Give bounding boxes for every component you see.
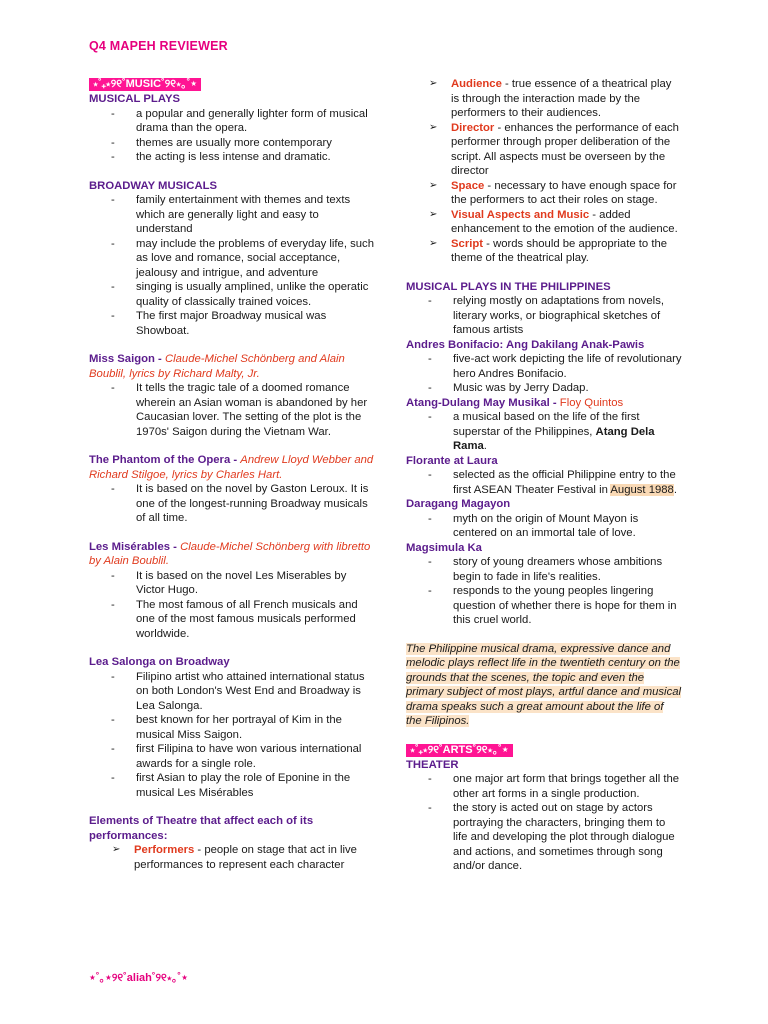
element-desc: necessary to have enough space for the performers to act their roles on stage. bbox=[451, 179, 677, 206]
broadway-heading: BROADWAY MUSICALS bbox=[89, 179, 218, 192]
andres-heading: Andres Bonifacio: Ang Dakilang Anak-Pawis bbox=[406, 338, 645, 351]
florante-heading: Florante at Laura bbox=[406, 454, 498, 467]
miss-saigon-heading: Miss Saigon bbox=[89, 353, 155, 365]
list-item: - family entertainment with themes and texts which are generally light and easy to understand bbox=[136, 193, 374, 237]
theater-heading: THEATER bbox=[406, 758, 459, 771]
list-item: - The first major Broadway musical was Showboat. bbox=[136, 309, 374, 338]
list-item: - myth on the origin of Mount Mayon is centered on an immortal tale of love. bbox=[453, 512, 682, 541]
miss-saigon-author: Claude-Michel Schönberg and Alain Boublil, lyrics by Richard Malty, Jr. bbox=[89, 353, 345, 380]
list-item: - one major art form that brings together all the other art forms in a single production. bbox=[453, 772, 682, 801]
element-term: Audience bbox=[451, 78, 502, 90]
list-item: - The most famous of all French musicals and one of the most famous musicals performed worldwide. bbox=[136, 598, 374, 642]
element-term: Performers bbox=[134, 844, 195, 856]
list-item: - best known for her portrayal of Kim in the musical Miss Saigon. bbox=[136, 713, 374, 742]
arts-section-tag: ⋆˚₊⋆୨୧˚ARTS˚୨୧⋆｡˚⋆ bbox=[406, 744, 513, 757]
atang-dela-rama: Atang Dela Rama bbox=[453, 425, 655, 452]
element-desc: words should be appropriate to the theme of the theatrical play. bbox=[451, 237, 668, 264]
broadway-section bbox=[89, 179, 374, 339]
atang-author: Floy Quintos bbox=[559, 396, 624, 409]
list-item: - It is based on the novel Les Miserables by Victor Hugo. bbox=[136, 569, 374, 598]
list-item: - a popular and generally lighter form of musical drama than the opera. bbox=[136, 107, 374, 136]
musical-plays-section bbox=[89, 92, 374, 165]
list-item: - It is based on the novel by Gaston Leroux. It is one of the longest-running Broadway musicals of all time. bbox=[136, 482, 374, 526]
ph-plays-heading: MUSICAL PLAYS IN THE PHILIPPINES bbox=[406, 280, 611, 293]
les-mis-heading: Les Misérables bbox=[89, 540, 171, 553]
element-desc: people on stage that act in live performances to represent each character bbox=[134, 844, 357, 871]
element-desc: enhances the performance of each performer through proper deliberation of the script. All aspects must be overseen by the director bbox=[451, 121, 679, 177]
list-item: - first Filipina to have won various international awards for a single role. bbox=[136, 742, 374, 771]
list-item: - the story is acted out on stage by actors portraying the characters, bringing them to life and developing the plot through dialogue and actions, and sometimes through song and/or dance. bbox=[453, 801, 682, 874]
phantom-heading: The Phantom of the Opera bbox=[89, 454, 231, 466]
element-term: Director bbox=[451, 121, 495, 134]
element-term: Visual Aspects and Music bbox=[451, 208, 590, 221]
daragang-section bbox=[406, 497, 682, 541]
list-item: ➢ Visual Aspects and Music - added enhancement to the emotion of the audience. bbox=[451, 208, 682, 237]
list-item: - It tells the tragic tale of a doomed romance wherein an Asian woman is abandoned by her Caucasian lover. The setting of the plot is the 1970s' Saigon during the Vietnam War. bbox=[136, 381, 374, 439]
atang-heading: Atang-Dulang May Musikal bbox=[406, 396, 550, 409]
element-desc: added enhancement to the emotion of the audience. bbox=[451, 208, 678, 235]
footer-signature: ⋆˚｡⋆୨୧˚aliah˚୨୧⋆｡˚⋆ bbox=[89, 972, 188, 984]
florante-section bbox=[406, 454, 682, 498]
list-item: - the acting is less intense and dramatic. bbox=[136, 150, 374, 165]
list-item: - responds to the young peoples lingering question of whether there is hope for them in this cruel world. bbox=[453, 584, 682, 628]
magsimula-heading: Magsimula Ka bbox=[406, 541, 482, 554]
list-item: - themes are usually more contemporary bbox=[136, 136, 374, 151]
list-item: ➢ Space - necessary to have enough space for the performers to act their roles on stage. bbox=[451, 179, 682, 208]
atang-section: Atang-Dulang May Musikal - Floy Quintos - a musical based on the life of the first superstar of the Philippines, Atang Dela Rama. bbox=[406, 396, 682, 454]
highlighted-date: August 1988 bbox=[610, 483, 674, 496]
lea-salonga-section bbox=[89, 655, 374, 800]
list-item: - a musical based on the life of the first superstar of the Philippines, Atang Dela Rama. bbox=[453, 410, 682, 454]
elements-section bbox=[89, 814, 374, 872]
ph-plays-section bbox=[406, 280, 682, 338]
lea-salonga-heading: Lea Salonga on Broadway bbox=[89, 656, 230, 668]
list-item: - Filipino artist who attained international status on both London's West End and Broadway is Lea Salonga. bbox=[136, 670, 374, 714]
summary-note bbox=[406, 642, 682, 729]
music-section-tag: ⋆˚₊⋆୨୧˚MUSIC˚୨୧⋆｡˚⋆ bbox=[89, 78, 201, 91]
summary-note-text: The Philippine musical drama, expressive dance and melodic plays reflect life in the twentieth century on the grounds that the scenes, the topic and even the primary subject of most plays, artful dance and musical drama speaks such a great amount about the life of the Filipinos. bbox=[406, 642, 682, 727]
daragang-heading: Daragang Magayon bbox=[406, 498, 511, 510]
list-item: - singing is usually amplined, unlike the operatic quality of classically trained voices. bbox=[136, 280, 374, 309]
list-item: - relying mostly on adaptations from novels, literary works, or biographical sketches of famous artists bbox=[453, 294, 682, 338]
phantom-section: The Phantom of the Opera - Andrew Lloyd Webber and Richard Stilgoe, lyrics by Charles Hart. - It is based on the novel by Gaston Leroux. It is one of the longest-running Broadway musicals of all time. bbox=[89, 453, 374, 526]
list-item: - Music was by Jerry Dadap. bbox=[453, 381, 682, 396]
les-mis-author: Claude-Michel Schönberg with libretto by Alain Boublil. bbox=[89, 540, 371, 567]
list-item: - first Asian to play the role of Eponine in the musical Les Misérables bbox=[136, 771, 374, 800]
list-item: - selected as the official Philippine entry to the first ASEAN Theater Festival in August 1988. bbox=[453, 468, 682, 497]
theater-section bbox=[406, 758, 682, 874]
list-item: ➢ Director - enhances the performance of each performer through proper deliberation of the script. All aspects must be overseen by the director bbox=[451, 121, 682, 179]
left-column bbox=[89, 77, 374, 872]
les-mis-section: Les Misérables - Claude-Michel Schönberg with libretto by Alain Boublil. - It is based on the novel Les Miserables by Victor Hugo. - The most famous of all French musicals and one of the most famous musicals performed worldwide. bbox=[89, 540, 374, 642]
list-item: ➢ Performers - people on stage that act in live performances to represent each character bbox=[134, 843, 374, 872]
element-desc: true essence of a theatrical play is through the interaction made by the performers to their audiences. bbox=[451, 78, 672, 119]
elements-continued bbox=[406, 77, 682, 266]
andres-section bbox=[406, 338, 682, 396]
element-term: Script bbox=[451, 237, 484, 250]
musical-plays-heading: MUSICAL PLAYS bbox=[89, 93, 181, 105]
miss-saigon-section: Miss Saigon - Claude-Michel Schönberg and Alain Boublil, lyrics by Richard Malty, Jr. - It tells the tragic tale of a doomed romance wherein an Asian woman is abandoned by her Caucasian lover. The setting of the plot is the 1970s' Saigon during the Vietnam War. bbox=[89, 352, 374, 439]
list-item: ➢ Audience - true essence of a theatrical play is through the interaction made by the performers to their audiences. bbox=[451, 77, 682, 121]
page-title: Q4 MAPEH REVIEWER bbox=[89, 39, 228, 53]
list-item: - may include the problems of everyday life, such as love and romance, social acceptance, jealousy and intrigue, and adventure bbox=[136, 237, 374, 281]
right-column bbox=[406, 77, 682, 874]
elements-heading: Elements of Theatre that affect each of its performances: bbox=[89, 815, 314, 842]
list-item: ➢ Script - words should be appropriate to the theme of the theatrical play. bbox=[451, 237, 682, 266]
element-term: Space bbox=[451, 179, 485, 192]
phantom-author: Andrew Lloyd Webber and Richard Stilgoe, lyrics by Charles Hart. bbox=[89, 454, 374, 481]
magsimula-section bbox=[406, 541, 682, 628]
list-item: - five-act work depicting the life of revolutionary hero Andres Bonifacio. bbox=[453, 352, 682, 381]
list-item: - story of young dreamers whose ambitions begin to fade in life's realities. bbox=[453, 555, 682, 584]
